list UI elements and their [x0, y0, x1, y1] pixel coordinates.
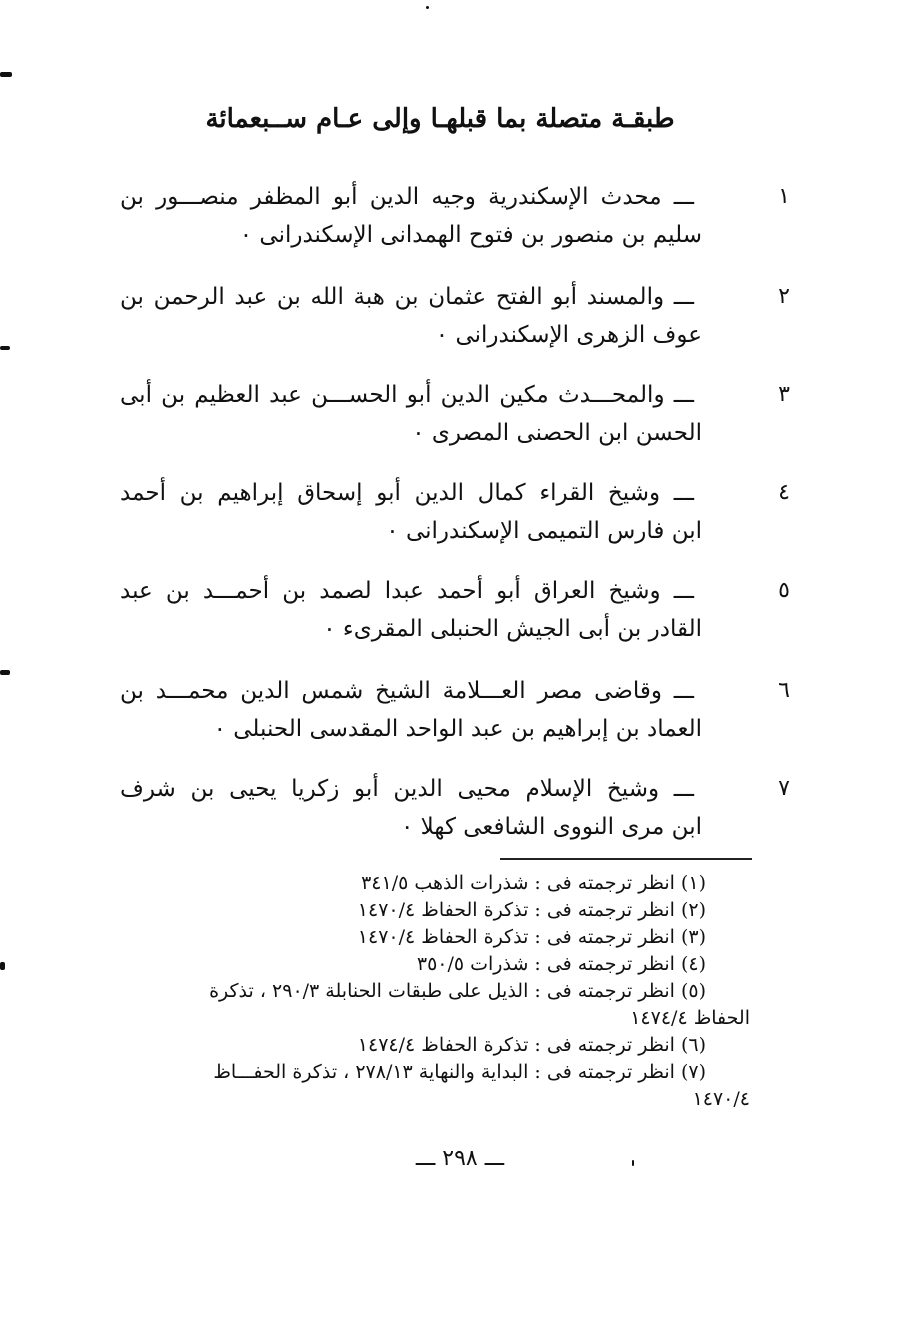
entry-line: ـــ والمحـــدث مكين الدين أبو الحســـن عبد العظيم بن أبى — [120, 382, 694, 408]
list-item — [120, 770, 790, 846]
footnote: (٥) انظر ترجمته فى : الذيل على طبقات الحنابلة ٢٩٠/٣ ، تذكرة — [209, 980, 706, 1002]
entry-line: العماد بن إبراهيم بن عبد الواحد المقدسى الحنبلى ٠ — [213, 716, 702, 742]
list-item — [120, 672, 790, 748]
entry-number: ٥ — [778, 578, 790, 603]
entry-line: ابن مرى النووى الشافعى كهلا ٠ — [400, 814, 702, 840]
entry-line: ـــ وشيخ الإسلام محيى الدين أبو زكريا يحيى بن شرف — [120, 776, 694, 802]
entry-number: ٢ — [778, 284, 790, 309]
list-item — [120, 474, 790, 550]
scan-mark — [632, 1160, 634, 1166]
footnote-continuation: الحفاظ ١٤٧٤/٤ — [630, 1007, 750, 1029]
scan-mark — [0, 962, 5, 970]
list-item — [120, 572, 790, 648]
entry-line: ـــ وقاضى مصر العـــلامة الشيخ شمس الدين محمـــد بن — [120, 678, 694, 704]
page-number: ـــ ٢٩٨ ـــ — [415, 1146, 505, 1171]
entry-number: ٦ — [778, 678, 790, 703]
entry-line: ـــ وشيخ العراق أبو أحمد عبدا لصمد بن أحمـــد بن عبد — [120, 578, 694, 604]
list-item — [120, 278, 790, 354]
entry-line: ـــ والمسند أبو الفتح عثمان بن هبة الله بن عبد الرحمن بن — [120, 284, 694, 310]
entry-number: ٣ — [778, 382, 790, 407]
list-item — [120, 178, 790, 254]
scan-mark — [0, 346, 10, 350]
footnote: (١) انظر ترجمته فى : شذرات الذهب ٣٤١/٥ — [361, 872, 706, 894]
footnote-divider — [500, 858, 752, 860]
footnotes — [110, 870, 750, 1113]
footnote: (٣) انظر ترجمته فى : تذكرة الحفاظ ١٤٧٠/٤ — [357, 926, 706, 948]
entry-line: ـــ محدث الإسكندرية وجيه الدين أبو المظفر منصـــور بن — [120, 184, 694, 210]
entry-line: ابن فارس التميمى الإسكندرانى ٠ — [386, 518, 702, 544]
entry-line: ـــ وشيخ القراء كمال الدين أبو إسحاق إبراهيم بن أحمد — [120, 480, 694, 506]
footnote: (٧) انظر ترجمته فى : البداية والنهاية ٢٧٨/١٣ ، تذكرة الحفـــاظ — [213, 1061, 706, 1083]
scan-mark — [0, 72, 12, 77]
page-title: طبقـة متصلة بما قبلهـا وإلى عـام ســبعمائة — [205, 104, 675, 134]
footnote: (٦) انظر ترجمته فى : تذكرة الحفاظ ١٤٧٤/٤ — [357, 1034, 706, 1056]
list-item — [120, 376, 790, 452]
entry-line: عوف الزهرى الإسكندرانى ٠ — [435, 322, 702, 348]
footnote-continuation: ١٤٧٠/٤ — [692, 1088, 750, 1110]
entry-line: القادر بن أبى الجيش الحنبلى المقرىء ٠ — [323, 616, 702, 642]
footnote: (٤) انظر ترجمته فى : شذرات ٣٥٠/٥ — [416, 953, 706, 975]
entry-number: ١ — [778, 184, 790, 209]
entry-line: الحسن ابن الحصنى المصرى ٠ — [412, 420, 702, 446]
entry-number: ٧ — [778, 776, 790, 801]
scan-mark — [0, 670, 10, 675]
entry-number: ٤ — [778, 480, 790, 505]
scan-mark — [426, 6, 429, 9]
entry-line: سليم بن منصور بن فتوح الهمدانى الإسكندرانى ٠ — [239, 222, 702, 248]
footnote: (٢) انظر ترجمته فى : تذكرة الحفاظ ١٤٧٠/٤ — [357, 899, 706, 921]
